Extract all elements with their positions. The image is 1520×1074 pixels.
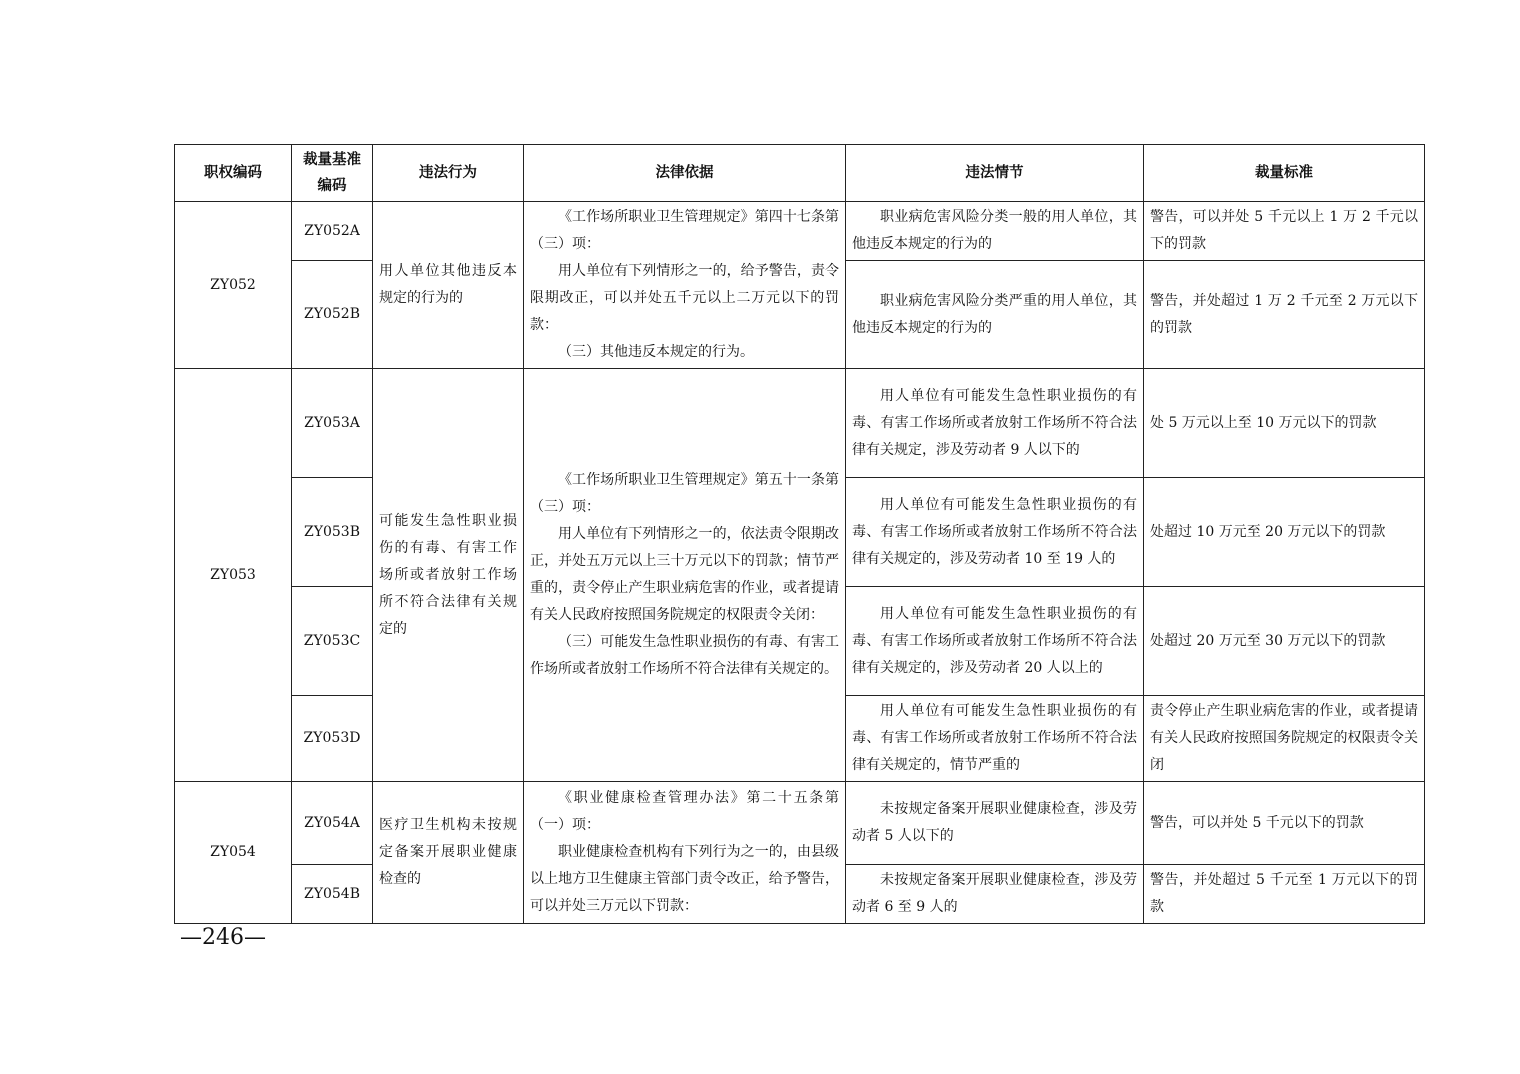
violation-circumstance: 职业病危害风险分类一般的用人单位，其他违反本规定的行为的 [846,202,1144,261]
legal-basis-para: （三）可能发生急性职业损伤的有毒、有害工作场所或者放射工作场所不符合法律有关规定的。 [530,634,839,677]
discretion-standard: 处超过 20 万元至 30 万元以下的罚款 [1144,587,1425,696]
violation-behavior: 可能发生急性职业损伤的有毒、有害工作场所或者放射工作场所不符合法律有关规定的 [373,369,524,782]
sub-code: ZY052A [292,202,373,261]
discretion-standard: 处 5 万元以上至 10 万元以下的罚款 [1144,369,1425,478]
violation-circumstance: 用人单位有可能发生急性职业损伤的有毒、有害工作场所或者放射工作场所不符合法律有关规定，涉及劳动者 9 人以下的 [846,369,1144,478]
legal-basis-para: 《工作场所职业卫生管理规定》第五十一条第（三）项： [530,472,839,515]
violation-circumstance: 职业病危害风险分类严重的用人单位，其他违反本规定的行为的 [846,261,1144,369]
table-row [175,369,1425,478]
authority-code: ZY053 [175,369,292,782]
authority-code: ZY054 [175,782,292,924]
discretion-standard: 警告，并处超过 5 千元至 1 万元以下的罚款 [1144,865,1425,924]
header-behavior: 违法行为 [373,145,524,202]
header-row [175,145,1425,202]
discretion-standard: 警告，并处超过 1 万 2 千元至 2 万元以下的罚款 [1144,261,1425,369]
sub-code: ZY054A [292,782,373,865]
sub-code: ZY053C [292,587,373,696]
header-sub-code: 裁量基准编码 [292,145,373,202]
header-circumstance: 违法情节 [846,145,1144,202]
table-row [175,782,1425,865]
discretion-standard: 警告，可以并处 5 千元以上 1 万 2 千元以下的罚款 [1144,202,1425,261]
violation-circumstance: 未按规定备案开展职业健康检查，涉及劳动者 6 至 9 人的 [846,865,1144,924]
discretion-standard: 警告，可以并处 5 千元以下的罚款 [1144,782,1425,865]
authority-code: ZY052 [175,202,292,369]
header-basis: 法律依据 [524,145,846,202]
violation-circumstance: 用人单位有可能发生急性职业损伤的有毒、有害工作场所或者放射工作场所不符合法律有关规定的，情节严重的 [846,696,1144,782]
violation-circumstance: 用人单位有可能发生急性职业损伤的有毒、有害工作场所或者放射工作场所不符合法律有关规定的，涉及劳动者 10 至 19 人的 [846,478,1144,587]
legal-basis-para: 《工作场所职业卫生管理规定》第四十七条第（三）项： [530,209,839,252]
violation-circumstance: 用人单位有可能发生急性职业损伤的有毒、有害工作场所或者放射工作场所不符合法律有关规定的，涉及劳动者 20 人以上的 [846,587,1144,696]
violation-behavior: 医疗卫生机构未按规定备案开展职业健康检查的 [373,782,524,924]
legal-basis-para: 职业健康检查机构有下列行为之一的，由县级以上地方卫生健康主管部门责令改正，给予警告，可以并处三万元以下罚款： [530,844,839,914]
legal-basis-para: （三）其他违反本规定的行为。 [558,344,754,360]
legal-basis-para: 用人单位有下列情形之一的，给予警告，责令限期改正，可以并处五千元以上二万元以下的罚款： [530,263,839,333]
sub-code: ZY052B [292,261,373,369]
violation-circumstance: 未按规定备案开展职业健康检查，涉及劳动者 5 人以下的 [846,782,1144,865]
legal-basis [524,202,846,369]
sub-code: ZY053B [292,478,373,587]
table-row [175,202,1425,261]
sub-code: ZY053D [292,696,373,782]
legal-basis-para: 用人单位有下列情形之一的，依法责令限期改正，并处五万元以上三十万元以下的罚款；情节严重的，责令停止产生职业病危害的作业，或者提请有关人民政府按照国务院规定的权限责令关闭： [530,526,839,623]
page-number: —246— [180,925,266,950]
penalty-discretion-table [174,144,1425,924]
sub-code: ZY053A [292,369,373,478]
legal-basis [524,782,846,924]
violation-behavior: 用人单位其他违反本规定的行为的 [373,202,524,369]
header-code: 职权编码 [175,145,292,202]
sub-code: ZY054B [292,865,373,924]
header-standard: 裁量标准 [1144,145,1425,202]
legal-basis [524,369,846,782]
discretion-standard: 责令停止产生职业病危害的作业，或者提请有关人民政府按照国务院规定的权限责令关闭 [1144,696,1425,782]
legal-basis-para: 《职业健康检查管理办法》第二十五条第（一）项： [530,790,839,833]
discretion-standard: 处超过 10 万元至 20 万元以下的罚款 [1144,478,1425,587]
